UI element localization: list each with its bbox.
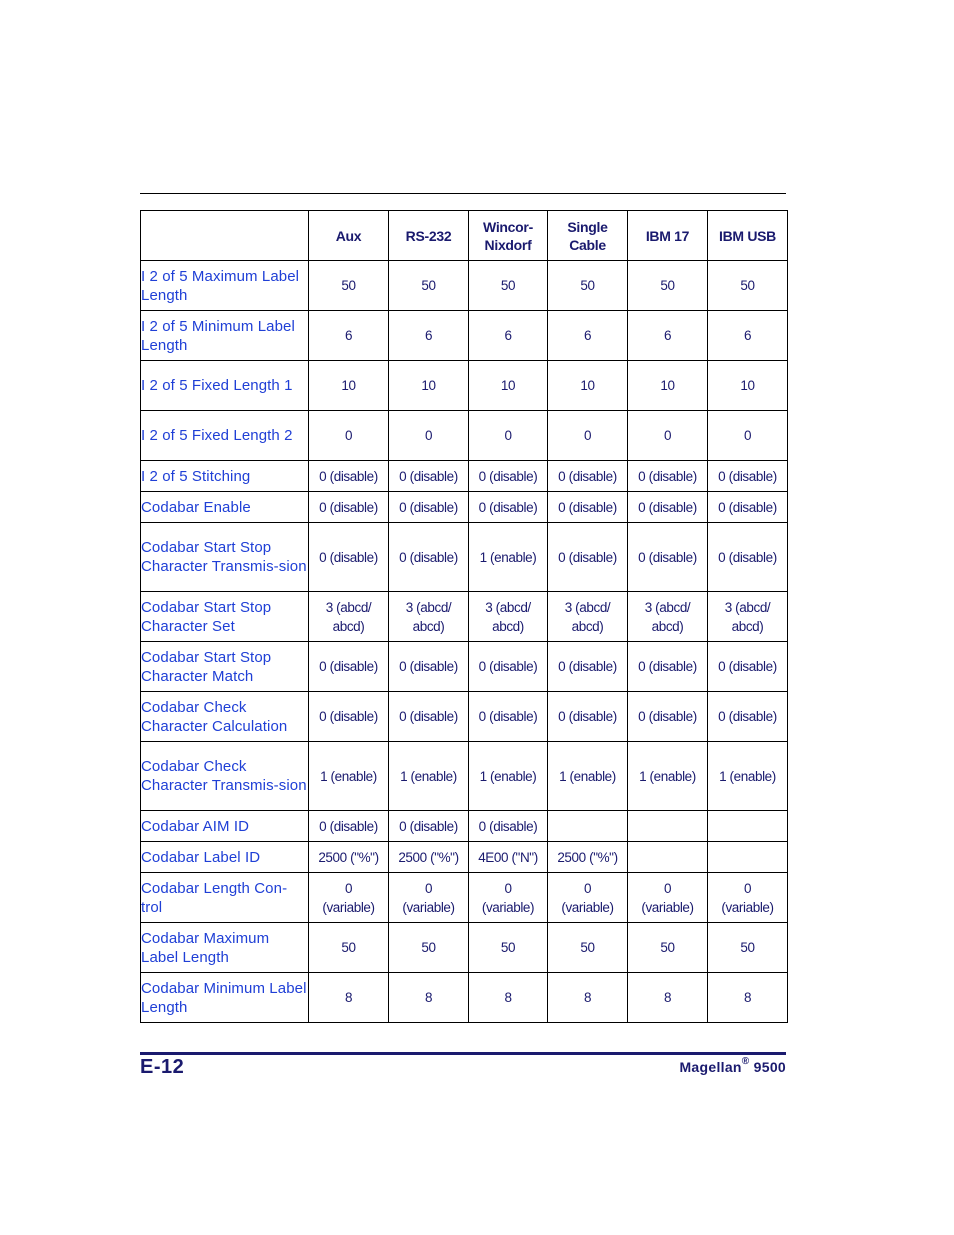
column-header: Wincor- Nixdorf — [469, 211, 548, 261]
value-cell: 0 (disable) — [628, 492, 708, 523]
table-row — [141, 742, 788, 811]
value-cell: 8 — [469, 973, 548, 1023]
table-row — [141, 261, 788, 311]
value-cell: 1 (enable) — [389, 742, 469, 811]
value-cell — [708, 811, 788, 842]
value-cell: 10 — [548, 361, 628, 411]
feature-name-cell: I 2 of 5 Fixed Length 2 — [141, 411, 309, 461]
table-row — [141, 461, 788, 492]
value-cell: 8 — [628, 973, 708, 1023]
value-cell: 0 (disable) — [708, 523, 788, 592]
value-cell: 50 — [309, 261, 389, 311]
value-cell: 2500 ("%") — [389, 842, 469, 873]
feature-name-cell: Codabar Check Character Transmis-sion — [141, 742, 309, 811]
value-cell: 0 (variable) — [708, 873, 788, 923]
value-cell: 0 (disable) — [389, 692, 469, 742]
value-cell: 0 (disable) — [389, 523, 469, 592]
value-cell: 3 (abcd/ abcd) — [469, 592, 548, 642]
value-cell: 0 (disable) — [309, 461, 389, 492]
header-rule — [140, 193, 786, 194]
value-cell: 0 (variable) — [628, 873, 708, 923]
value-cell: 0 (disable) — [628, 692, 708, 742]
value-cell: 3 (abcd/ abcd) — [628, 592, 708, 642]
feature-name-cell: I 2 of 5 Minimum Label Length — [141, 311, 309, 361]
product-name — [679, 1056, 786, 1075]
value-cell: 3 (abcd/ abcd) — [708, 592, 788, 642]
value-cell: 6 — [389, 311, 469, 361]
value-cell: 8 — [389, 973, 469, 1023]
feature-name-cell: I 2 of 5 Stitching — [141, 461, 309, 492]
value-cell: 0 — [548, 411, 628, 461]
value-cell: 0 (disable) — [548, 642, 628, 692]
table-row — [141, 842, 788, 873]
value-cell: 0 (disable) — [469, 692, 548, 742]
value-cell: 0 (variable) — [389, 873, 469, 923]
feature-name-cell: Codabar Start Stop Character Match — [141, 642, 309, 692]
value-cell: 0 — [469, 411, 548, 461]
value-cell — [628, 842, 708, 873]
value-cell: 50 — [628, 261, 708, 311]
table-row — [141, 411, 788, 461]
value-cell: 0 (disable) — [548, 523, 628, 592]
value-cell: 6 — [548, 311, 628, 361]
value-cell: 0 (disable) — [708, 642, 788, 692]
product-model: 9500 — [753, 1059, 786, 1075]
value-cell: 3 (abcd/ abcd) — [309, 592, 389, 642]
value-cell: 3 (abcd/ abcd) — [389, 592, 469, 642]
value-cell: 6 — [628, 311, 708, 361]
value-cell: 50 — [708, 261, 788, 311]
footer-rule — [140, 1052, 786, 1055]
table-row — [141, 523, 788, 592]
value-cell: 1 (enable) — [469, 742, 548, 811]
product-brand: Magellan — [679, 1059, 742, 1075]
value-cell: 0 (disable) — [628, 642, 708, 692]
table-row — [141, 492, 788, 523]
value-cell: 50 — [309, 923, 389, 973]
value-cell: 0 (disable) — [708, 692, 788, 742]
value-cell: 0 (disable) — [309, 523, 389, 592]
value-cell: 8 — [309, 973, 389, 1023]
value-cell: 8 — [708, 973, 788, 1023]
value-cell: 4E00 ("N") — [469, 842, 548, 873]
value-cell — [708, 842, 788, 873]
value-cell: 10 — [309, 361, 389, 411]
feature-name-cell: Codabar Minimum Label Length — [141, 973, 309, 1023]
value-cell: 0 (disable) — [708, 492, 788, 523]
column-header: RS-232 — [389, 211, 469, 261]
feature-name-cell: I 2 of 5 Fixed Length 1 — [141, 361, 309, 411]
value-cell: 0 (variable) — [548, 873, 628, 923]
feature-name-cell: Codabar Start Stop Character Set — [141, 592, 309, 642]
value-cell: 10 — [469, 361, 548, 411]
table-row — [141, 973, 788, 1023]
value-cell: 0 (disable) — [628, 461, 708, 492]
value-cell: 0 (disable) — [309, 492, 389, 523]
value-cell: 0 (disable) — [548, 492, 628, 523]
table-header-row — [141, 211, 788, 261]
column-header: Aux — [309, 211, 389, 261]
value-cell: 0 (disable) — [309, 692, 389, 742]
registered-mark: ® — [741, 1056, 750, 1067]
value-cell: 6 — [309, 311, 389, 361]
value-cell: 10 — [389, 361, 469, 411]
feature-name-cell: Codabar AIM ID — [141, 811, 309, 842]
value-cell: 0 (disable) — [548, 692, 628, 742]
page-number: E-12 — [140, 1056, 185, 1078]
value-cell: 0 (disable) — [309, 642, 389, 692]
feature-name-cell: Codabar Enable — [141, 492, 309, 523]
table-row — [141, 311, 788, 361]
value-cell: 50 — [469, 261, 548, 311]
value-cell: 6 — [708, 311, 788, 361]
value-cell: 50 — [548, 261, 628, 311]
value-cell: 1 (enable) — [548, 742, 628, 811]
value-cell: 50 — [628, 923, 708, 973]
feature-name-cell: Codabar Length Con-trol — [141, 873, 309, 923]
value-cell: 0 — [309, 411, 389, 461]
table-row — [141, 873, 788, 923]
column-header: IBM 17 — [628, 211, 708, 261]
table-row — [141, 361, 788, 411]
value-cell: 0 (disable) — [469, 461, 548, 492]
value-cell: 2500 ("%") — [548, 842, 628, 873]
feature-name-cell: I 2 of 5 Maximum Label Length — [141, 261, 309, 311]
value-cell: 50 — [469, 923, 548, 973]
value-cell: 0 (disable) — [469, 492, 548, 523]
value-cell: 50 — [548, 923, 628, 973]
feature-name-cell: Codabar Maximum Label Length — [141, 923, 309, 973]
value-cell — [548, 811, 628, 842]
table-row — [141, 692, 788, 742]
value-cell: 0 (variable) — [469, 873, 548, 923]
table-row — [141, 811, 788, 842]
value-cell: 0 (disable) — [708, 461, 788, 492]
column-header: IBM USB — [708, 211, 788, 261]
table-row — [141, 642, 788, 692]
value-cell: 50 — [389, 261, 469, 311]
value-cell: 8 — [548, 973, 628, 1023]
value-cell: 6 — [469, 311, 548, 361]
value-cell: 2500 ("%") — [309, 842, 389, 873]
value-cell: 0 (disable) — [389, 811, 469, 842]
value-cell: 1 (enable) — [708, 742, 788, 811]
value-cell: 0 (disable) — [389, 461, 469, 492]
value-cell: 0 — [389, 411, 469, 461]
value-cell: 0 (disable) — [628, 523, 708, 592]
value-cell: 0 — [708, 411, 788, 461]
value-cell — [628, 811, 708, 842]
value-cell: 0 — [628, 411, 708, 461]
value-cell: 10 — [708, 361, 788, 411]
value-cell: 10 — [628, 361, 708, 411]
settings-table — [140, 210, 788, 1023]
value-cell: 0 (disable) — [309, 811, 389, 842]
value-cell: 0 (disable) — [548, 461, 628, 492]
table-row — [141, 592, 788, 642]
value-cell: 0 (disable) — [389, 492, 469, 523]
feature-name-cell: Codabar Label ID — [141, 842, 309, 873]
value-cell: 0 (disable) — [469, 642, 548, 692]
column-header: Single Cable — [548, 211, 628, 261]
value-cell: 0 (variable) — [309, 873, 389, 923]
value-cell: 1 (enable) — [469, 523, 548, 592]
value-cell: 3 (abcd/ abcd) — [548, 592, 628, 642]
feature-name-cell: Codabar Check Character Calculation — [141, 692, 309, 742]
value-cell: 1 (enable) — [628, 742, 708, 811]
value-cell: 0 (disable) — [469, 811, 548, 842]
value-cell: 1 (enable) — [309, 742, 389, 811]
header-feature-cell — [141, 211, 309, 261]
value-cell: 50 — [708, 923, 788, 973]
value-cell: 50 — [389, 923, 469, 973]
table-row — [141, 923, 788, 973]
value-cell: 0 (disable) — [389, 642, 469, 692]
feature-name-cell: Codabar Start Stop Character Transmis-sion — [141, 523, 309, 592]
